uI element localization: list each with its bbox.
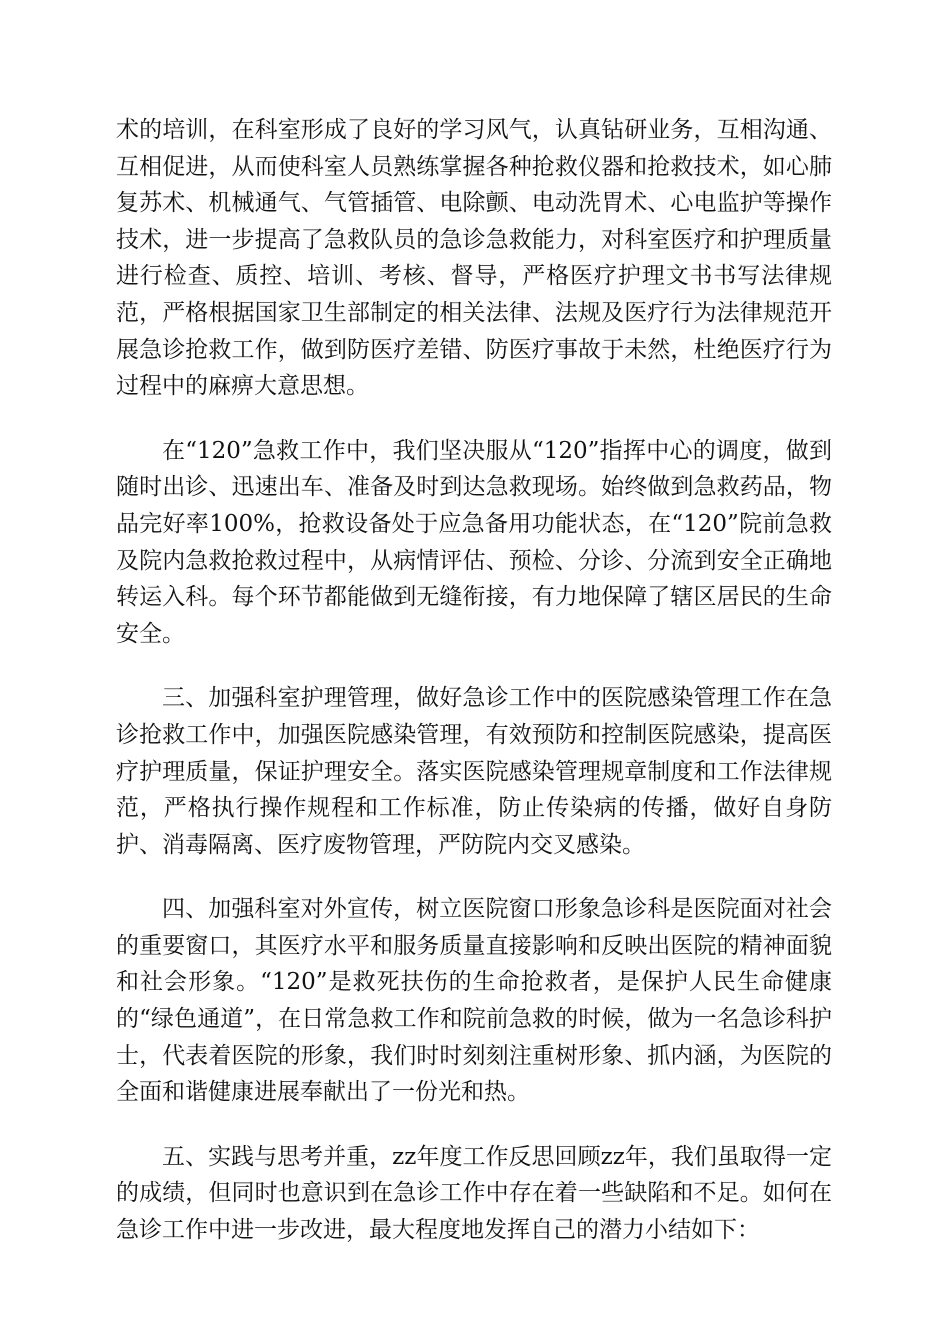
paragraph-spacer — [116, 863, 832, 891]
paragraph-spacer — [116, 652, 832, 680]
paragraph-training: 术的培训，在科室形成了良好的学习风气，认真钻研业务，互相沟通、互相促进，从而使科室人员熟练掌握各种抢救仪器和抢救技术，如心肺复苏术、机械通气、气管插管、电除颤、电动洗胃术、心电监护等操作技术，进一步提高了急救队员的急诊急救能力，对科室医疗和护理质量进行检查、质控、培训、考核、督导，严格医疗护理文书书写法律规范，严格根据国家卫生部制定的相关法律、法规及医疗行为法律规范开展急诊抢救工作，做到防医疗差错、防医疗事故于未然，杜绝医疗行为过程中的麻痹大意思想。 — [116, 117, 832, 400]
paragraph-spacer — [116, 405, 832, 433]
paragraph-infection-management: 三、加强科室护理管理，做好急诊工作中的医院感染管理工作在急诊抢救工作中，加强医院感染管理，有效预防和控制医院感染，提高医疗护理质量，保证护理安全。落实医院感染管理规章制度和工作法律规范，严格执行操作规程和工作标准，防止传染病的传播，做好自身防护、消毒隔离、医疗废物管理，严防院内交叉感染。 — [116, 685, 832, 858]
paragraph-spacer — [116, 1111, 832, 1139]
paragraph-publicity: 四、加强科室对外宣传，树立医院窗口形象急诊科是医院面对社会的重要窗口，其医疗水平和服务质量直接影响和反映出医院的精神面貌和社会形象。“120”是救死扶伤的生命抢救者，是保护人民生命健康的“绿色通道”，在日常急救工作和院前急救的时候，做为一名急诊科护士，代表着医院的形象，我们时时刻刻注重树形象、抓内涵，为医院的全面和谐健康进展奉献出了一份光和热。 — [116, 896, 832, 1106]
document-page — [116, 112, 832, 1249]
paragraph-120-emergency: 在“120”急救工作中，我们坚决服从“120”指挥中心的调度，做到随时出诊、迅速出车、准备及时到达急救现场。始终做到急救药品，物品完好率100%，抢救设备处于应急备用功能状态，在“120”院前急救及院内急救抢救过程中，从病情评估、预检、分诊、分流到安全正确地转运入科。每个环节都能做到无缝衔接，有力地保障了辖区居民的生命安全。 — [116, 437, 832, 647]
paragraph-reflection: 五、实践与思考并重，zz年度工作反思回顾zz年，我们虽取得一定的成绩，但同时也意识到在急诊工作中存在着一些缺陷和不足。如何在急诊工作中进一步改进，最大程度地发挥自己的潜力小结如下： — [116, 1143, 832, 1244]
